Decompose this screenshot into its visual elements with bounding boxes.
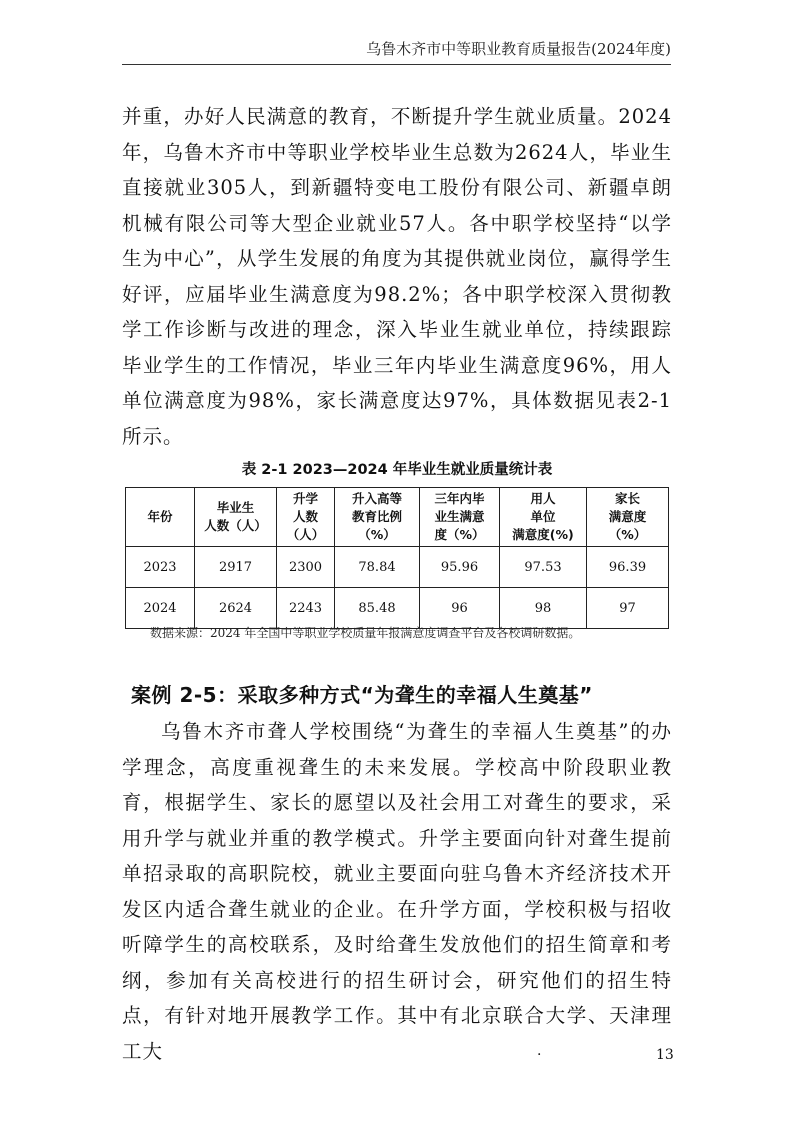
table-cell: 2624	[195, 588, 277, 629]
col-header-graduates: 毕业生 人数（人）	[195, 488, 277, 547]
col-header-year: 年份	[126, 488, 195, 547]
table-row	[126, 547, 669, 588]
col-header-higher-ed-ratio: 升入高等 教育比例 （%）	[335, 488, 420, 547]
table-row	[126, 588, 669, 629]
table-cell: 95.96	[420, 547, 500, 588]
header-divider	[122, 64, 671, 65]
col-header-3yr-satisfaction: 三年内毕 业生满意 度（%）	[420, 488, 500, 547]
table-header-row	[126, 488, 669, 547]
table-cell: 96	[420, 588, 500, 629]
table-cell: 85.48	[335, 588, 420, 629]
table-cell: 2917	[195, 547, 277, 588]
employment-quality-table	[125, 487, 669, 629]
table-cell: 2024	[126, 588, 195, 629]
table-cell: 98	[500, 588, 587, 629]
table-source-note: 数据来源：2024 年全国中等职业学校质量年报满意度调查平台及各校调研数据。	[150, 626, 581, 640]
table-cell: 2300	[277, 547, 335, 588]
table-cell: 2023	[126, 547, 195, 588]
table-cell: 97.53	[500, 547, 587, 588]
table-cell: 78.84	[335, 547, 420, 588]
col-header-parent-satisfaction: 家长 满意度 （%）	[587, 488, 669, 547]
table-cell: 96.39	[587, 547, 669, 588]
page-number: 13	[656, 1047, 674, 1063]
footer-dot: ·	[537, 1047, 542, 1063]
col-header-employer-satisfaction: 用人 单位 满意度(%)	[500, 488, 587, 547]
table-cell: 97	[587, 588, 669, 629]
running-header: 乌鲁木齐市中等职业教育质量报告(2024年度)	[366, 40, 671, 58]
body-paragraph-case: 乌鲁木齐市聋人学校围绕“为聋生的幸福人生奠基”的办学理念，高度重视聋生的未来发展。学校高中阶段职业教育，根据学生、家长的愿望以及社会用工对聋生的要求，采用升学与就业并重的教学模式。升学主要面向针对聋生提前单招录取的高职院校，就业主要面向驻乌鲁木齐经济技术开发区内适合聋生就业的企业。在升学方面，学校积极与招收听障学生的高校联系，及时给聋生发放他们的招生简章和考纲，参加有关高校进行的招生研讨会，研究他们的招生特点，有针对地开展教学工作。其中有北京联合大学、天津理工大	[122, 720, 672, 1063]
table-caption: 表 2-1 2023—2024 年毕业生就业质量统计表	[241, 462, 553, 478]
case-heading: 案例 2-5：采取多种方式“为聋生的幸福人生奠基”	[131, 683, 593, 707]
col-header-further-study: 升学 人数 （人）	[277, 488, 335, 547]
body-paragraph-employment: 并重，办好人民满意的教育，不断提升学生就业质量。2024年，乌鲁木齐市中等职业学校毕业生总数为2624人，毕业生直接就业305人，到新疆特变电工股份有限公司、新疆卓朗机械有限公司等大型企业就业57人。各中职学校坚持“以学生为中心”，从学生发展的角度为其提供就业岗位，赢得学生好评，应届毕业生满意度为98.2%；各中职学校深入贯彻教学工作诊断与改进的理念，深入毕业生就业单位，持续跟踪毕业学生的工作情况，毕业三年内毕业生满意度96%，用人单位满意度为98%，家长满意度达97%，具体数据见表2-1所示。	[122, 105, 672, 448]
table-cell: 2243	[277, 588, 335, 629]
